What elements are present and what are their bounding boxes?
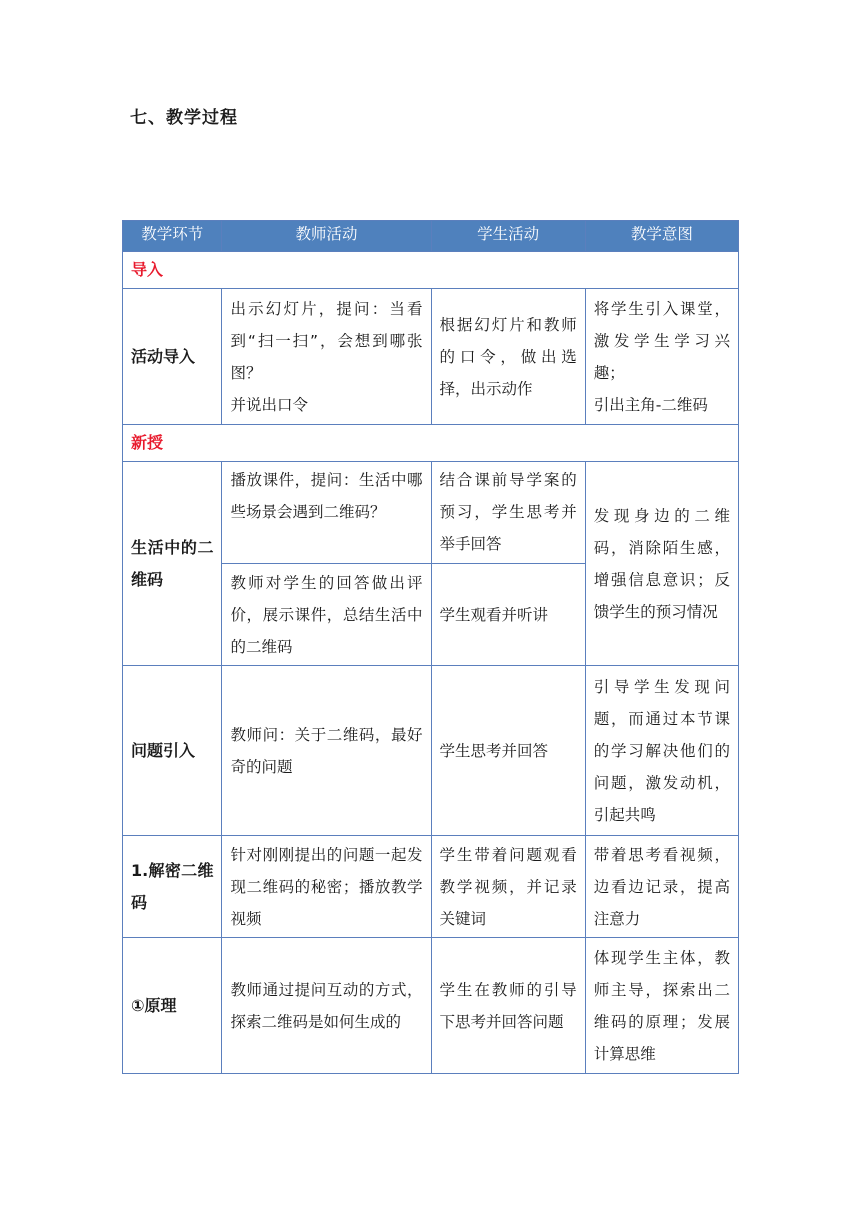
intent-line: 引出主角-二维码 (593, 395, 708, 414)
section-label-new: 新授 (131, 433, 164, 452)
table-row-life-a (123, 462, 739, 564)
teacher-cell: 教师问：关于二维码，最好奇的问题 (222, 666, 431, 836)
section-label-intro: 导入 (131, 260, 164, 279)
header-intent: 教学意图 (585, 221, 738, 252)
teacher-line: 并说出口令 (230, 395, 308, 414)
intent-cell: 带着思考看视频，边看边记录，提高注意力 (585, 836, 738, 938)
table-row-principle (123, 938, 739, 1074)
teacher-cell: 教师对学生的回答做出评价，展示课件，总结生活中的二维码 (222, 564, 431, 666)
student-cell: 学生在教师的引导下思考并回答问题 (431, 938, 585, 1074)
section-heading: 七、教学过程 (130, 108, 238, 128)
stage-cell: ①原理 (123, 938, 222, 1074)
student-cell: 学生带着问题观看教学视频，并记录关键词 (431, 836, 585, 938)
stage-cell: 1.解密二维码 (123, 836, 222, 938)
intent-line: 将学生引入课堂，激发学生学习兴趣； (593, 299, 730, 382)
intent-cell (585, 289, 738, 425)
teacher-cell: 教师通过提问互动的方式，探索二维码是如何生成的 (222, 938, 431, 1074)
student-cell: 结合课前导学案的预习，学生思考并举手回答 (431, 462, 585, 564)
header-stage: 教学环节 (123, 221, 222, 252)
section-row-new (123, 425, 739, 462)
teaching-process-table (122, 220, 739, 1074)
section-row-intro (123, 252, 739, 289)
student-cell: 根据幻灯片和教师的口令，做出选择，出示动作 (431, 289, 585, 425)
teacher-cell (222, 289, 431, 425)
intent-cell: 体现学生主体，教师主导，探索出二维码的原理；发展计算思维 (585, 938, 738, 1074)
table-row-decode (123, 836, 739, 938)
teacher-cell: 针对刚刚提出的问题一起发现二维码的秘密；播放教学视频 (222, 836, 431, 938)
table-row-question (123, 666, 739, 836)
table-header-row (123, 221, 739, 252)
header-teacher-activity: 教师活动 (222, 221, 431, 252)
header-student-activity: 学生活动 (431, 221, 585, 252)
stage-cell: 生活中的二维码 (123, 462, 222, 666)
stage-cell: 问题引入 (123, 666, 222, 836)
table-row-activity (123, 289, 739, 425)
teacher-line: 出示幻灯片，提问：当看到“扫一扫”，会想到哪张图？ (230, 299, 423, 382)
intent-cell: 发现身边的二维码，消除陌生感，增强信息意识；反馈学生的预习情况 (585, 462, 738, 666)
teacher-cell: 播放课件，提问：生活中哪些场景会遇到二维码？ (222, 462, 431, 564)
student-cell: 学生思考并回答 (431, 666, 585, 836)
student-cell: 学生观看并听讲 (431, 564, 585, 666)
stage-cell: 活动导入 (123, 289, 222, 425)
intent-cell: 引导学生发现问题，而通过本节课的学习解决他们的问题，激发动机，引起共鸣 (585, 666, 738, 836)
